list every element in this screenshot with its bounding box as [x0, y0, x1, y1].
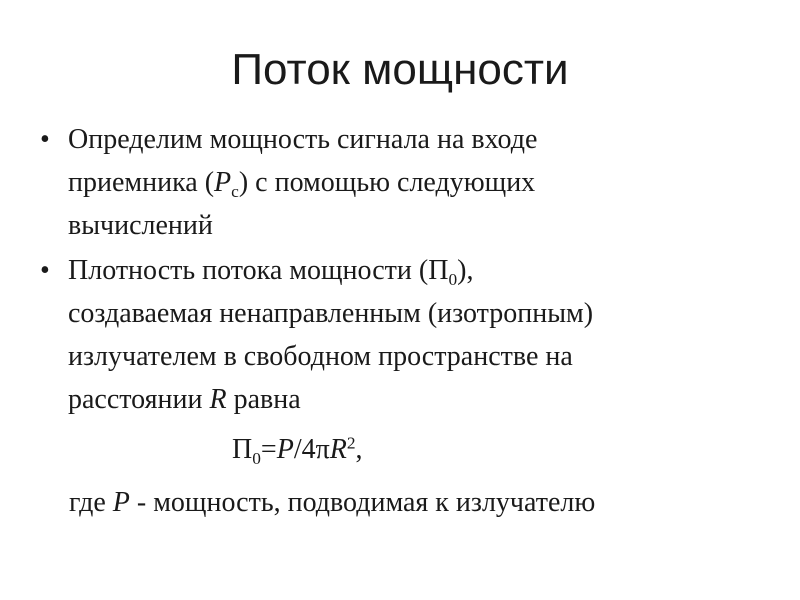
formula-radius: R	[329, 434, 347, 465]
flux-density-formula	[232, 428, 363, 471]
note-power-symbol: P	[112, 487, 130, 518]
power-subscript: с	[231, 182, 239, 202]
bullet2-line4	[68, 378, 760, 421]
bullet-item-received-power	[40, 118, 760, 247]
formula-radius-exponent: 2	[346, 433, 356, 453]
flux-symbol: П	[428, 255, 449, 286]
bullet2-line4-post: равна	[226, 384, 301, 415]
formula-tail: ,	[355, 434, 363, 465]
bullet2-line4-pre: расстоянии	[68, 384, 210, 415]
bullet2-line1	[68, 249, 760, 292]
bullet1-line2-post: ) с помощью следующих	[238, 167, 536, 198]
formula-lhs-subscript: 0	[252, 449, 261, 469]
formula-pi: π	[315, 434, 330, 465]
formula-divisor: /4	[293, 434, 316, 465]
bullet2-line3: излучателем в свободном пространстве на	[68, 341, 573, 372]
bullet2-line1-post: ),	[457, 255, 474, 286]
slide-body	[40, 118, 760, 421]
bullet-marker: •	[40, 124, 50, 155]
note-post: - мощность, подводимая к излучателю	[129, 487, 596, 518]
bullet1-line3: вычислений	[68, 210, 213, 241]
bullet1-line1: Определим мощность сигнала на входе	[68, 124, 538, 155]
bullet2-line2: создаваемая ненаправленным (изотропным)	[68, 298, 594, 329]
bullet-item-flux-density	[40, 249, 760, 421]
formula-power: P	[276, 434, 294, 465]
formula-note	[69, 481, 595, 524]
power-symbol: P	[214, 167, 232, 198]
formula-equals: =	[260, 434, 277, 465]
flux-subscript: 0	[448, 270, 458, 290]
formula-lhs: П	[232, 434, 253, 465]
note-pre: где	[69, 487, 113, 518]
bullet1-line2	[68, 161, 760, 204]
bullet2-line1-pre: Плотность потока мощности (	[68, 255, 429, 286]
bullet1-line2-pre: приемника (	[68, 167, 215, 198]
slide-title: Поток мощности	[231, 45, 569, 94]
bullet-marker: •	[40, 255, 50, 286]
distance-symbol: R	[209, 384, 227, 415]
